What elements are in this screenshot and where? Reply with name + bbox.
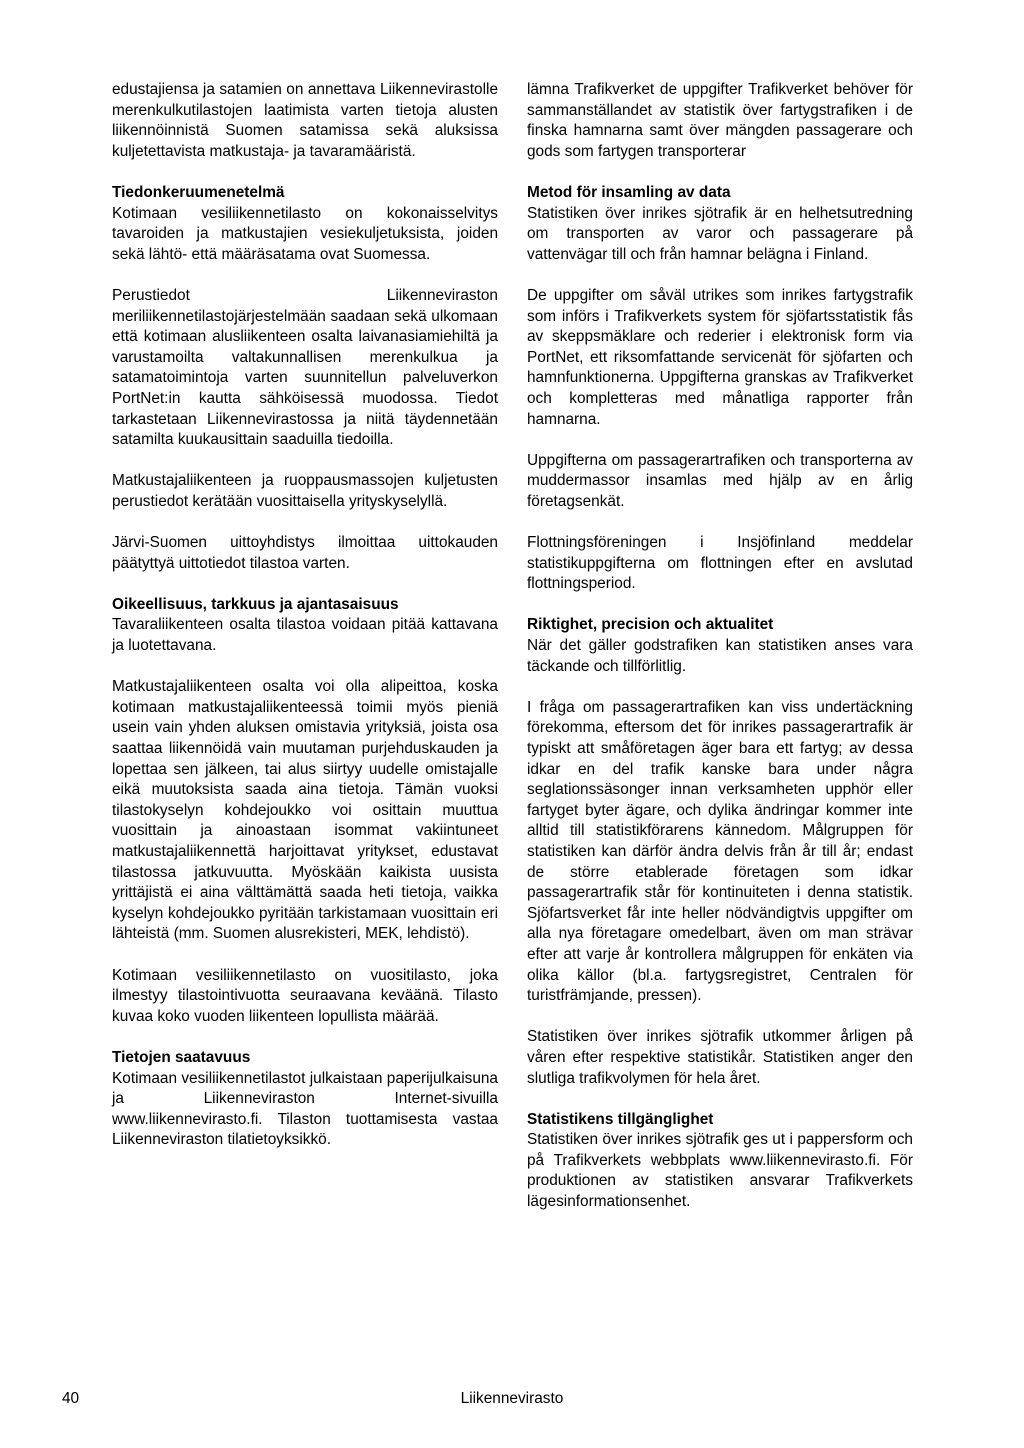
page-number: 40 <box>62 1390 80 1407</box>
annual-statistics-paragraph: Kotimaan vesiliikennetilasto on vuositilasto, joka ilmestyy tilastointivuotta seuraavana keväänä. Tilasto kuvaa koko vuoden liikenteen lopullista määrää. <box>112 966 498 1025</box>
section-heading-method: Tiedonkeruumenetelmä <box>112 183 285 201</box>
undercount-paragraph: I fråga om passagerartrafiken kan viss undertäckning förekomma, eftersom det för inrikes passagerartrafik är typiskt att småföretagen äger bara ett fartyg; av dessa idkar en del trafik kanske bara under några seglationssäsonger innan verksamheten upphör eller fartyget byter ägare, och dylika ändringar kommer inte alltid till statistikförarens kännedom. Målgruppen för statistiken kan därför ändra delvis från år till år; endast de större etablerade företagen som idkar passagerartrafik står för kontinuiteten i denna statistik. Sjöfartsverket får inte heller nödvändigtvis uppgifter om alla nya företagare omedelbart, även om man strävar efter att varje år kontrollera målgruppen för enkäten via olika källor (bl.a. fartygsregistret, Centralen för turistfrämjande, pressen). <box>527 698 913 1005</box>
annual-statistics-paragraph: Statistiken över inrikes sjötrafik utkommer årligen på våren efter respektive statistikår. Statistiken anger den slutliga trafikvolymen för hela året. <box>527 1028 913 1087</box>
undercount-paragraph: Matkustajaliikenteen osalta voi olla alipeittoa, koska kotimaan matkustajaliikenteessä toimii myös pieniä usein vain yhden aluksen omistavia yrityksiä, joista osa saattaa liikennöidä vain muutaman purjehduskauden ja lopettaa sen jälkeen, tai alus siirtyy uudelle omistajalle eikä muutoksista saada aina tietoja. Tämän vuoksi tilastokyselyn kohdejoukko voi osittain muuttua vuosittain ja ainoastaan isommat vakiintuneet matkustajaliikennettä harjoittavat yritykset, edustavat tilastossa jatkuvuutta. Myöskään kaikista uusista yrittäjistä ei aina välttämättä saada heti tietoja, vaikka kyselyn kohdejoukko pyritään tarkistamaan vuosittain eri lähteistä (mm. Suomen alusrekisteri, MEK, lehdistö). <box>112 678 498 943</box>
passenger-survey-paragraph: Uppgifterna om passagerartrafiken och transporterna av muddermassor insamlas med hjälp av en årlig företagsenkät. <box>527 451 913 510</box>
section-heading-availability: Statistikens tillgänglighet <box>527 1110 714 1128</box>
availability-paragraph: Statistiken över inrikes sjötrafik ges ut i pappersform och på Trafikverkets webbplats www.liikennevirasto.fi. För produktionen av statistiken ansvarar Trafikverkets lägesinformationsenhet. <box>527 1131 913 1211</box>
accuracy-paragraph: När det gäller godstrafiken kan statistiken anses vara täckande och tillförlitlig. <box>527 637 913 675</box>
publisher-name: Liikennevirasto <box>460 1390 564 1407</box>
method-paragraph: Statistiken över inrikes sjötrafik är en helhetsutredning om transporten av varor och passagerare på vattenvägar till och från hamnar belägna i Finland. <box>527 204 913 263</box>
passenger-survey-paragraph: Matkustajaliikenteen ja ruoppausmassojen kuljetusten perustiedot kerätään vuosittaisella yrityskyselyllä. <box>112 472 498 510</box>
section-heading-accuracy: Oikeellisuus, tarkkuus ja ajantasaisuus <box>112 595 399 613</box>
timber-floating-paragraph: Flottningsföreningen i Insjöfinland meddelar statistikuppgifterna om flottningen efter en avslutad flottningsperiod. <box>527 534 913 593</box>
section-heading-availability: Tietojen saatavuus <box>112 1048 251 1066</box>
portnet-paragraph: De uppgifter om såväl utrikes som inrikes fartygstrafik som införs i Trafikverkets system för sjöfartsstatistik fås av skeppsmäklare och rederier i elektronisk form via PortNet, ett riksomfattande servicenät för sjöfarten och hamnfunktionerna. Uppgifterna granskas av Trafikverket och kompletteras med månatliga rapporter från hamnarna. <box>527 286 913 428</box>
accuracy-paragraph: Tavaraliikenteen osalta tilastoa voidaan pitää kattavana ja luotettavana. <box>112 616 498 655</box>
page-footer <box>0 1388 1024 1410</box>
portnet-paragraph: Perustiedot Liikenneviraston meriliikennetilastojärjestelmään saadaan sekä ulkomaan että kotimaan alusliikenteen osalta laivanasiamiehiltä ja varustamoilta valtakunnallisen merenkulkua ja satamatoimintoja varten suunnitellun palveluverkon PortNet:in kautta sähköisessä muodossa. Tiedot tarkastetaan Liikennevirastossa ja niitä täydennetään satamilta kuukausittain saaduilla tiedoilla. <box>112 286 498 449</box>
finnish-column <box>112 80 498 1171</box>
intro-paragraph: lämna Trafikverket de uppgifter Trafikverket behöver för sammanställandet av statistik över fartygstrafiken i de finska hamnarna samt över mängden passagerare och gods som fartygen transporterar <box>527 81 913 160</box>
method-paragraph: Kotimaan vesiliikennetilasto on kokonaisselvitys tavaroiden ja matkustajien vesiekuljetuksista, joiden sekä lähtö- että määräsatama ovat Suomessa. <box>112 204 498 263</box>
availability-paragraph: Kotimaan vesiliikennetilastot julkaistaan paperijulkaisuna ja Liikenneviraston Internet-sivuilla www.liikennevirasto.fi. Tilaston tuottamisesta vastaa Liikenneviraston tilatietoyksikkö. <box>112 1069 498 1149</box>
intro-paragraph: edustajiensa ja satamien on annettava Liikennevirastolle merenkulkutilastojen laatimista varten tietoja alusten liikennöinnistä Suomen satamissa sekä aluksissa kuljetettavista matkustaja- ja tavaramääristä. <box>112 81 498 160</box>
section-heading-accuracy: Riktighet, precision och aktualitet <box>527 616 774 634</box>
swedish-column <box>527 80 913 1233</box>
timber-floating-paragraph: Järvi-Suomen uittoyhdistys ilmoittaa uittokauden päätyttyä uittotiedot tilastoa varten. <box>112 534 498 572</box>
section-heading-method: Metod för insamling av data <box>527 183 731 201</box>
